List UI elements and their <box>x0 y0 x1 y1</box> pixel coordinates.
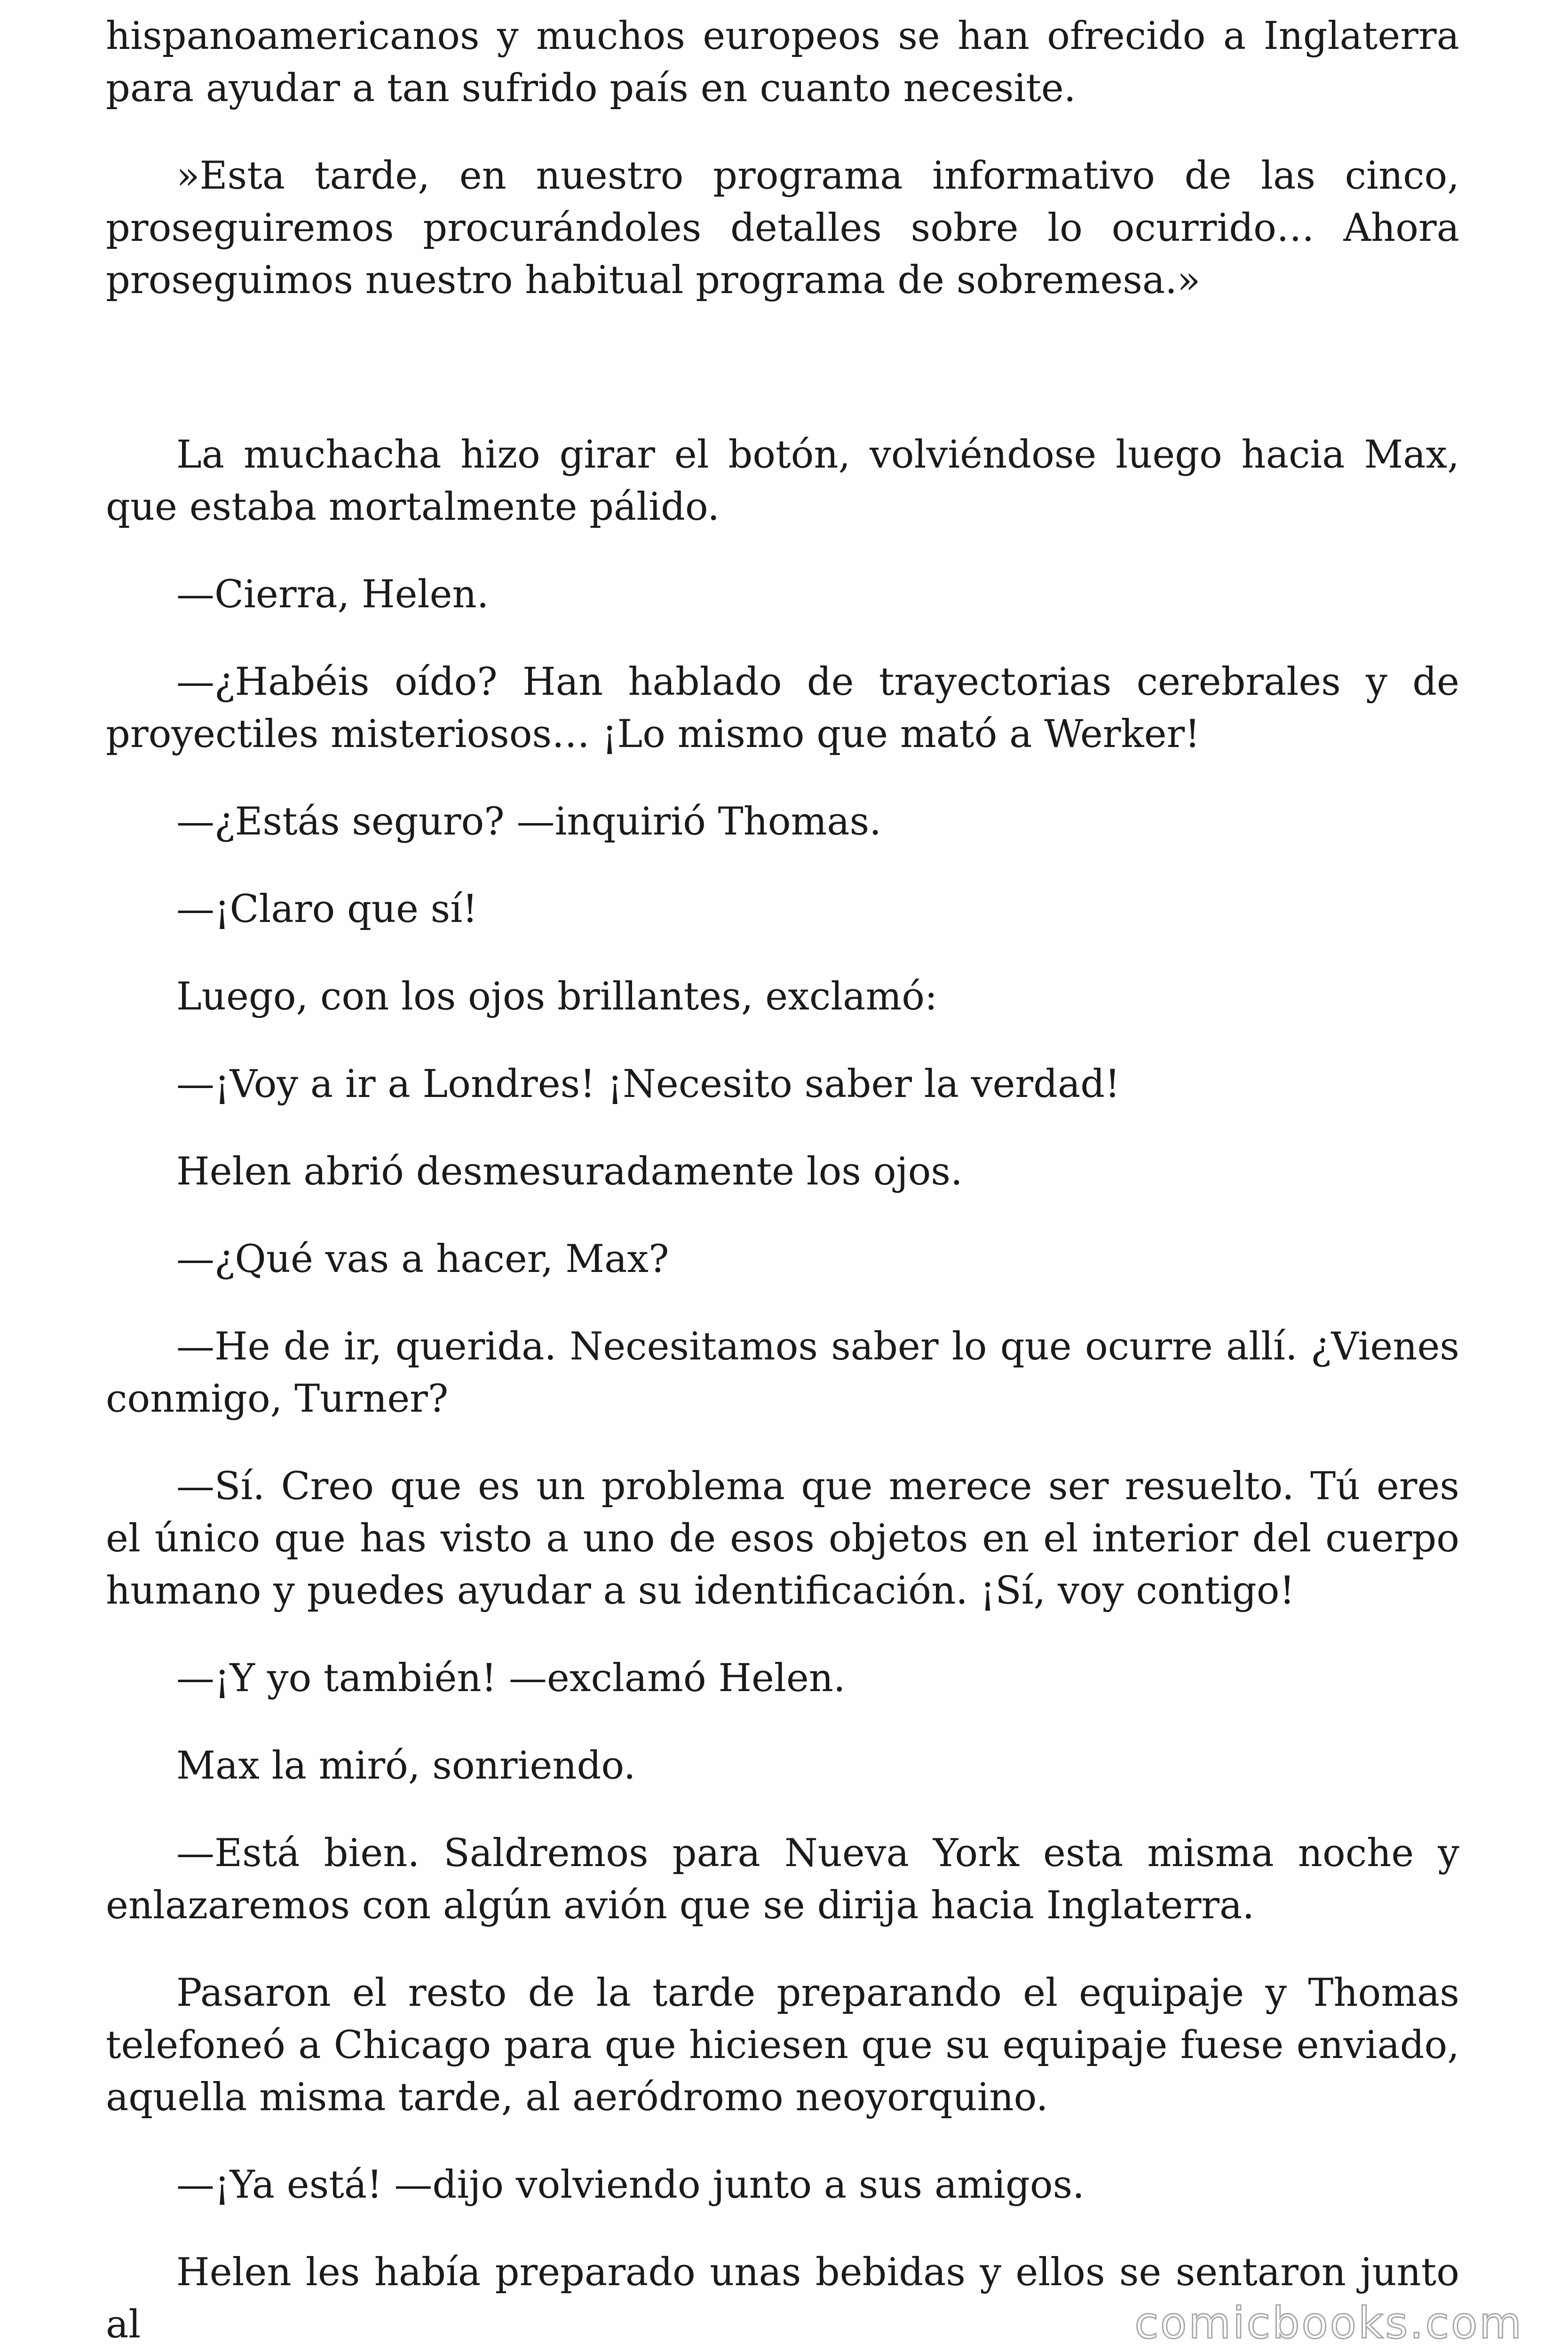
paragraph-narration: La muchacha hizo girar el botón, volviéndose luego hacia Max, que estaba mortalmente pálido. <box>106 433 1459 529</box>
paragraph-dialogue: —Está bien. Saldremos para Nueva York esta misma noche y enlazaremos con algún avión que se dirija hacia Inglaterra. <box>106 1831 1459 1928</box>
paragraph-narration: Max la miró, sonriendo. <box>176 1744 636 1788</box>
paragraph-dialogue: —¡Y yo también! —exclamó Helen. <box>176 1656 846 1700</box>
paragraph-dialogue: —Cierra, Helen. <box>176 572 489 617</box>
paragraph-narration: Helen abrió desmesuradamente los ojos. <box>176 1150 963 1194</box>
paragraph-dialogue: —¿Habéis oído? Han hablado de trayectorias cerebrales y de proyectiles misteriosos… ¡Lo mismo que mató a Werker! <box>106 660 1459 756</box>
body-text <box>106 10 1459 2352</box>
paragraph-narration: Luego, con los ojos brillantes, exclamó: <box>176 975 938 1019</box>
paragraph-narration: Pasaron el resto de la tarde preparando el equipaje y Thomas telefoneó a Chicago para que hiciesen que su equipaje fuese enviado, aquella misma tarde, al aeródromo neoyorquino. <box>106 1971 1459 2120</box>
watermark-logo: comicbooks.com <box>1134 2298 1523 2348</box>
paragraph-dialogue: —¡Voy a ir a Londres! ¡Necesito saber la verdad! <box>176 1062 1120 1106</box>
paragraph-dialogue: —He de ir, querida. Necesitamos saber lo que ocurre allí. ¿Vienes conmigo, Turner? <box>106 1325 1459 1421</box>
paragraph-dialogue: —Sí. Creo que es un problema que merece ser resuelto. Tú eres el único que has visto a uno de esos objetos en el interior del cuerpo humano y puedes ayudar a su identificación. ¡Sí, voy contigo! <box>106 1464 1459 1613</box>
paragraph-dialogue: —¿Qué vas a hacer, Max? <box>176 1237 669 1281</box>
paragraph-narration: Helen les había preparado unas bebidas y ellos se sentaron junto al <box>106 2250 1459 2347</box>
paragraph-dialogue: —¡Claro que sí! <box>176 887 478 931</box>
paragraph-dialogue: —¿Estás seguro? —inquirió Thomas. <box>176 800 881 844</box>
paragraph-broadcast-quote: »Esta tarde, en nuestro programa informativo de las cinco, proseguiremos procurándoles detalles sobre lo ocurrido… Ahora proseguimos nuestro habitual programa de sobremesa.» <box>106 154 1459 302</box>
paragraph-dialogue: —¡Ya está! —dijo volviendo junto a sus amigos. <box>176 2163 1085 2207</box>
paragraph-continuation: hispanoamericanos y muchos europeos se han ofrecido a Inglaterra para ayudar a tan sufrido país en cuanto necesite. <box>106 14 1459 111</box>
